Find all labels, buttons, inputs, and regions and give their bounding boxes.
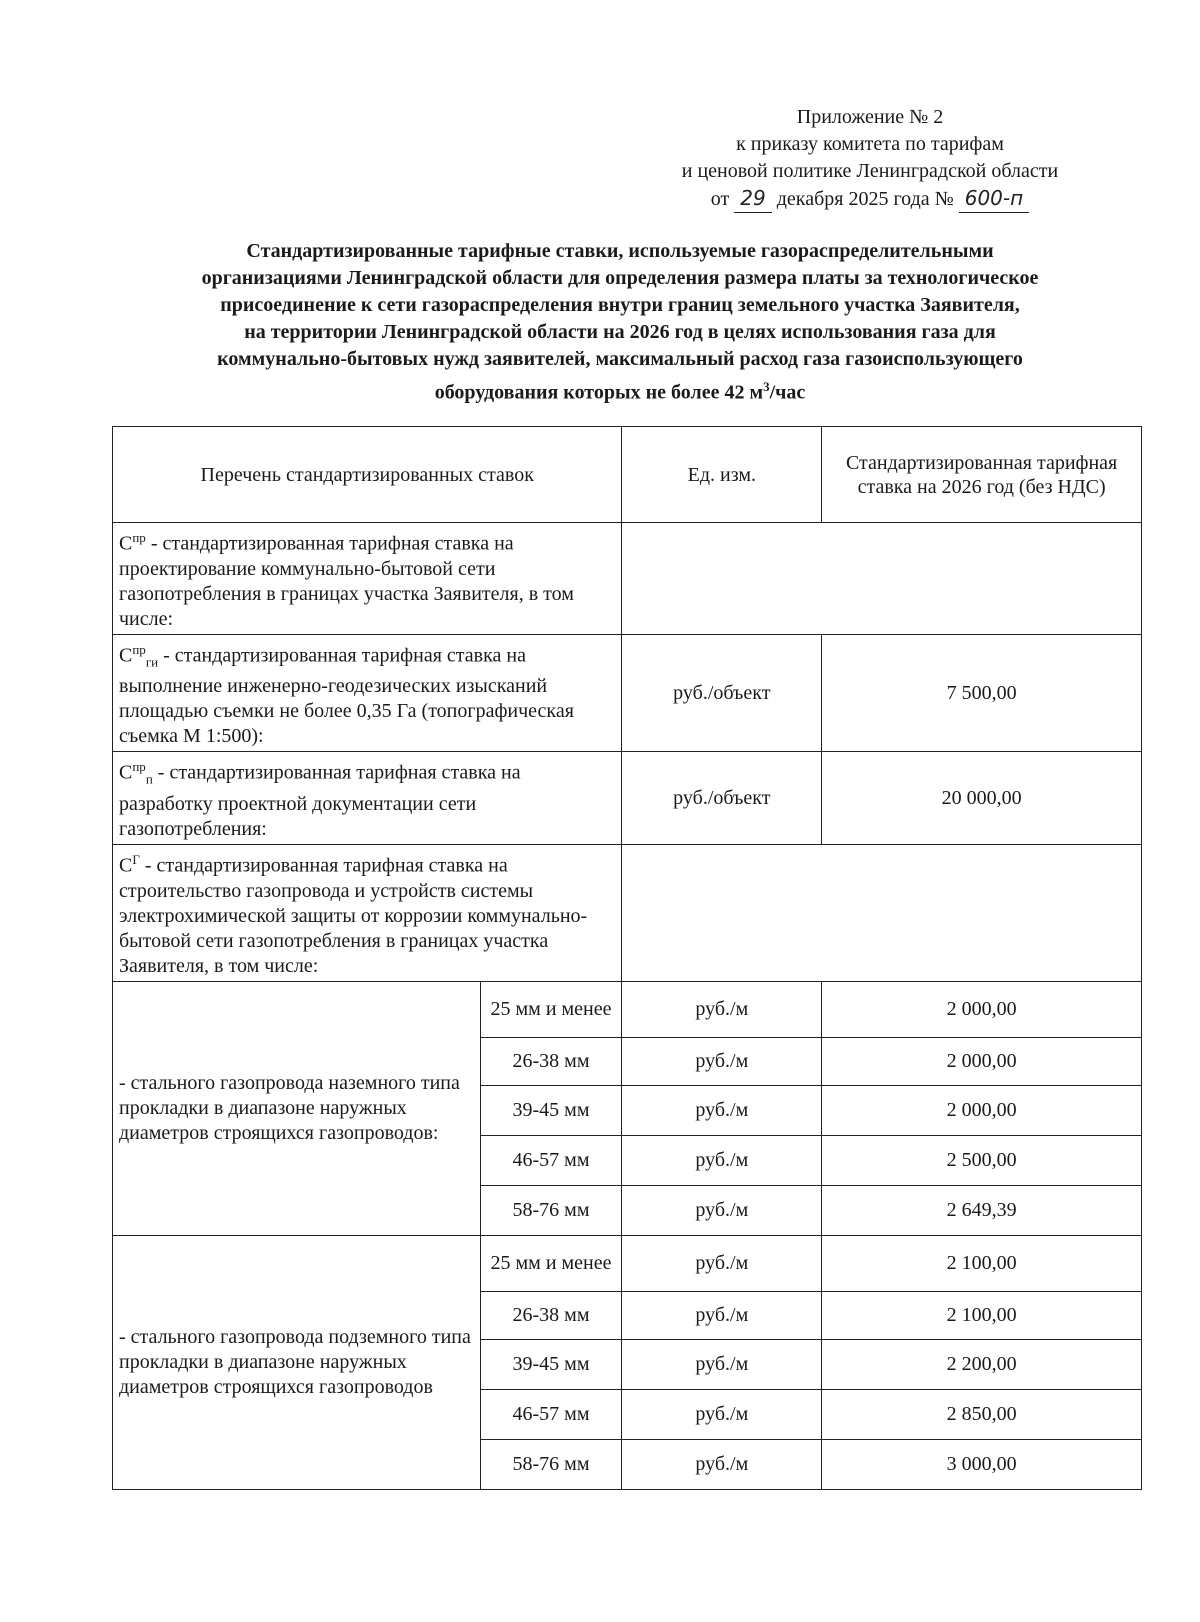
rate-description: - стандартизированная тарифная ставка на выполнение инженерно-геодезических изысканий площадью съемки не более 0,35 Га (топографическая съемка М 1:500): <box>119 644 574 748</box>
section-row-project <box>113 752 1142 845</box>
rate-sub: п <box>145 771 153 787</box>
unit-cell: руб./м <box>622 1389 822 1439</box>
section-design-text <box>113 523 622 635</box>
rate-description: - стандартизированная тарифная ставка на разработку проектной документации сети газопотребления: <box>119 761 521 840</box>
section-row-survey <box>113 634 1142 752</box>
table-row <box>113 981 1142 1037</box>
unit-cell: руб./объект <box>622 752 822 845</box>
value-cell: 7 500,00 <box>822 634 1142 752</box>
handwritten-order-number: 600-п <box>959 185 1029 213</box>
appendix-number: Приложение № 2 <box>796 106 944 128</box>
document-title <box>120 238 1120 407</box>
rate-sup: пр <box>132 530 146 545</box>
order-reference: к приказу комитета по тарифам <box>736 133 1004 155</box>
diameter-cell: 25 мм и менее <box>480 981 622 1037</box>
date-middle: декабря 2025 года № <box>776 188 954 210</box>
title-line: Стандартизированные тарифные ставки, используемые газораспределительными <box>246 240 994 262</box>
rate-description: - стандартизированная тарифная ставка на проектирование коммунально-бытовой сети газопотребления в границах участка Заявителя, в том числе: <box>119 532 574 630</box>
order-date-line <box>630 185 1110 213</box>
group-label-aboveground: - стального газопровода наземного типа прокладки в диапазоне наружных диаметров строящихся газопроводов: <box>113 981 481 1235</box>
value-cell: 2 000,00 <box>822 1085 1142 1135</box>
diameter-cell: 26-38 мм <box>480 1291 622 1339</box>
section-project-text <box>113 752 622 845</box>
unit-cell: руб./объект <box>622 634 822 752</box>
value-cell: 2 200,00 <box>822 1339 1142 1389</box>
unit-cell: руб./м <box>622 1235 822 1291</box>
unit-cell: руб./м <box>622 1135 822 1185</box>
tariff-table <box>112 426 1142 1490</box>
rate-sup: пр <box>132 641 146 657</box>
title-line-last <box>120 373 1120 407</box>
header-list: Перечень стандартизированных ставок <box>113 427 622 523</box>
header-unit: Ед. изм. <box>622 427 822 523</box>
diameter-cell: 46-57 мм <box>480 1135 622 1185</box>
unit-cell: руб./м <box>622 1439 822 1489</box>
value-cell: 2 500,00 <box>822 1135 1142 1185</box>
unit-cell: руб./м <box>622 1185 822 1235</box>
handwritten-day: 29 <box>734 185 771 213</box>
value-cell: 3 000,00 <box>822 1439 1142 1489</box>
diameter-cell: 58-76 мм <box>480 1185 622 1235</box>
title-last-prefix: оборудования которых не более 42 м <box>434 381 764 404</box>
empty-cell <box>622 844 1142 981</box>
value-cell: 20 000,00 <box>822 752 1142 845</box>
rate-sup: пр <box>132 759 146 775</box>
diameter-cell: 58-76 мм <box>480 1439 622 1489</box>
rate-sub: ги <box>145 654 159 670</box>
rate-symbol: С <box>119 761 133 784</box>
group-label-underground: - стального газопровода подземного типа прокладки в диапазоне наружных диаметров строящихся газопроводов <box>113 1235 481 1489</box>
value-cell: 2 649,39 <box>822 1185 1142 1235</box>
section-row-design <box>113 523 1142 635</box>
title-line: присоединение к сети газораспределения внутри границ земельного участка Заявителя, <box>220 294 1020 316</box>
title-line: коммунально-бытовых нужд заявителей, максимальный расход газа газоиспользующего <box>217 348 1023 370</box>
committee-name: и ценовой политике Ленинградской области <box>681 160 1059 182</box>
value-cell: 2 850,00 <box>822 1389 1142 1439</box>
unit-cell: руб./м <box>622 981 822 1037</box>
rate-symbol: С <box>119 854 133 877</box>
rate-symbol: С <box>119 532 133 555</box>
value-cell: 2 000,00 <box>822 981 1142 1037</box>
title-line: на территории Ленинградской области на 2026 год в целях использования газа для <box>244 321 996 343</box>
table-header-row <box>113 427 1142 523</box>
unit-cell: руб./м <box>622 1291 822 1339</box>
diameter-cell: 39-45 мм <box>480 1085 622 1135</box>
value-cell: 2 100,00 <box>822 1235 1142 1291</box>
date-prefix: от <box>710 188 730 210</box>
section-construction-text <box>113 844 622 981</box>
diameter-cell: 26-38 мм <box>480 1037 622 1085</box>
value-cell: 2 000,00 <box>822 1037 1142 1085</box>
diameter-cell: 39-45 мм <box>480 1339 622 1389</box>
empty-cell <box>622 523 1142 635</box>
unit-cell: руб./м <box>622 1037 822 1085</box>
unit-cell: руб./м <box>622 1339 822 1389</box>
rate-description: - стандартизированная тарифная ставка на строительство газопровода и устройств системы электрохимической защиты от коррозии коммунально-бытовой сети газопотребления в границах участка Заявителя, в том числе: <box>119 854 588 977</box>
section-survey-text <box>113 634 622 752</box>
header-rate: Стандартизированная тарифная ставка на 2026 год (без НДС) <box>822 427 1142 523</box>
section-row-construction <box>113 844 1142 981</box>
rate-sup: Г <box>132 851 140 867</box>
table-row <box>113 1235 1142 1291</box>
value-cell: 2 100,00 <box>822 1291 1142 1339</box>
unit-cell: руб./м <box>622 1085 822 1135</box>
title-line: организациями Ленинградской области для определения размера платы за технологическое <box>201 267 1039 289</box>
rate-symbol: С <box>119 644 133 667</box>
title-last-suffix: /час <box>769 381 806 404</box>
diameter-cell: 25 мм и менее <box>480 1235 622 1291</box>
diameter-cell: 46-57 мм <box>480 1389 622 1439</box>
appendix-header <box>630 104 1110 213</box>
title-sup: 3 <box>763 379 770 394</box>
